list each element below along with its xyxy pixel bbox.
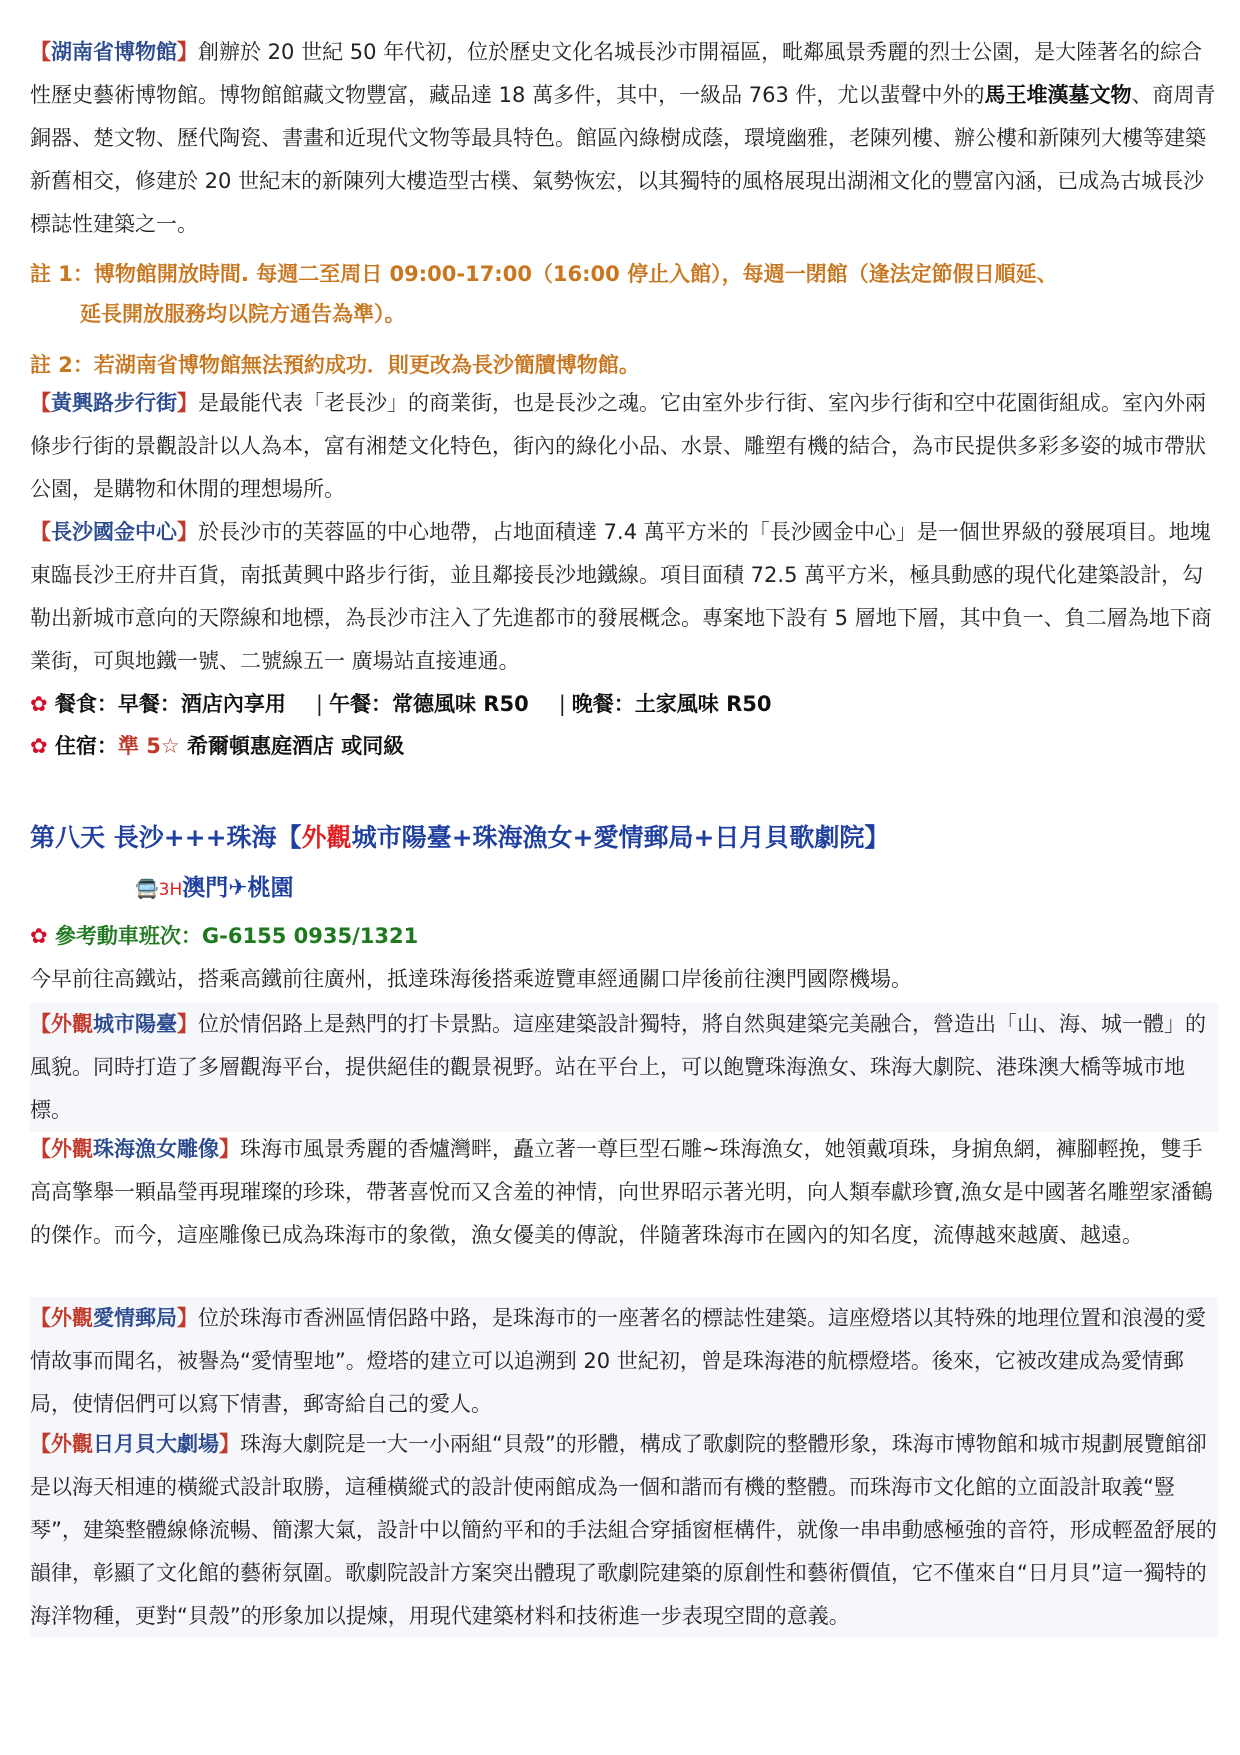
day8-title: 第八天 長沙+++珠海【外觀城市陽臺+珠海漁女+愛情郵局+日月貝歌劇院】 xyxy=(30,823,890,852)
route-text: 澳門✈桃園 xyxy=(182,875,294,901)
note-1: 註 1：博物館開放時間. 每週二至周日 09:00-17:00（16:00 停止入館），每週一閉館（逢法定節假日順延、 xyxy=(30,262,1058,286)
ifc-heading: 【長沙國金中心】 xyxy=(30,520,198,544)
day8-intro: 今早前往高鐵站，搭乘高鐵前往廣州，抵達珠海後搭乘遊覽車經通關口岸後前往澳門國際機場。 xyxy=(30,967,912,991)
note-1-cont: 延長開放服務均以院方通告為準）。 xyxy=(80,302,406,326)
flower-icon: ✿ xyxy=(30,734,48,758)
note-2: 註 2：若湖南省博物館無法預約成功．則更改為長沙簡牘博物館。 xyxy=(30,353,640,377)
balcony-heading: 【外觀城市陽臺】 xyxy=(30,1012,198,1036)
bus-icon: 🚍 xyxy=(135,878,159,900)
museum-paragraph: 【湖南省博物館】創辦於 20 世紀 50 年代初，位於歷史文化名城長沙市開福區，毗鄰風景秀麗的烈士公園，是大陸著名的綜合性歷史藝術博物館。博物館館藏文物豐富，藏品達 18 萬多件，其中，一級品 763 件，尤以蜚聲中外的馬王堆漢墓文物、商周青銅器、楚文物、歷代陶瓷、書畫和近現代文物等最具特色。館區內綠樹成蔭，環境幽雅，老陳列樓、辦公樓和新陳列大樓等建築新舊相交，修建於 20 世紀末的新陳列大樓造型古樸、氣勢恢宏，以其獨特的風格展現出湖湘文化的豐富內涵，已成為古城長沙標誌性建築之一。 xyxy=(30,40,1216,236)
train-reference: ✿ 參考動車班次：G-6155 0935/1321 xyxy=(30,924,419,948)
museum-heading: 【湖南省博物館】 xyxy=(30,40,198,64)
ifc-paragraph: 【長沙國金中心】於長沙市的芙蓉區的中心地帶，占地面積達 7.4 萬平方米的「長沙國金中心」是一個世界級的發展項目。地塊東臨長沙王府井百貨，南抵黃興中路步行街，並且鄰接長沙地鐵線。項目面積 72.5 萬平方米，極具動感的現代化建築設計，勾勒出新城市意向的天際線和地標，為長沙市注入了先進都市的發展概念。專案地下設有 5 層地下層，其中負一、負二層為地下商業街，可與地鐵一號、二號線五一 廣場站直接連通。 xyxy=(30,520,1212,673)
balcony-paragraph: 【外觀城市陽臺】位於情侶路上是熱門的打卡景點。這座建築設計獨特，將自然與建築完美融合，營造出「山、海、城一體」的風貌。同時打造了多層觀海平台，提供絕佳的觀景視野。站在平台上，可以飽覽珠海漁女、珠海大劇院、港珠澳大橋等城市地標。 xyxy=(30,1003,1218,1132)
huangxing-heading: 【黃興路步行街】 xyxy=(30,391,198,415)
theatre-heading: 【外觀日月貝大劇場】 xyxy=(30,1432,240,1456)
huangxing-paragraph: 【黃興路步行街】是最能代表「老長沙」的商業街，也是長沙之魂。它由室外步行街、室內步行街和空中花園街組成。室內外兩條步行街的景觀設計以人為本，富有湘楚文化特色，街內的綠化小品、水景、雕塑有機的結合，為市民提供多彩多姿的城市帶狀公園，是購物和休閒的理想場所。 xyxy=(30,391,1206,501)
theatre-paragraph: 【外觀日月貝大劇場】珠海大劇院是一大一小兩組“貝殼”的形體，構成了歌劇院的整體形象，珠海市博物館和城市規劃展覽館卻是以海天相連的橫縱式設計取勝，這種橫縱式的設計使兩館成為一個和諧而有機的整體。而珠海市文化館的立面設計取義“豎琴”，建築整體線條流暢、簡潔大氣，設計中以簡約平和的手法組合穿插窗框構件，就像一串串動感極強的音符，形成輕盈舒展的韻律，彰顯了文化館的藝術氛圍。歌劇院設計方案突出體現了歌劇院建築的原創性和藝術價值，它不僅來自“日月貝”這一獨特的海洋物種，更對“貝殼”的形象加以提煉，用現代建築材料和技術進一步表現空間的意義。 xyxy=(30,1423,1218,1638)
fisher-heading: 【外觀珠海漁女雕像】 xyxy=(30,1137,240,1161)
museum-highlight: 馬王堆漢墓文物 xyxy=(984,83,1132,107)
meal-dinner: 晚餐：土家風味 R50 xyxy=(571,692,772,716)
postoffice-paragraph: 【外觀愛情郵局】位於珠海市香洲區情侶路中路，是珠海市的一座著名的標誌性建築。這座燈塔以其特殊的地理位置和浪漫的愛情故事而聞名，被譽為“愛情聖地”。燈塔的建立可以追溯到 20 世紀初，曾是珠海港的航標燈塔。後來，它被改建成為愛情郵局，使情侶們可以寫下情書，郵寄給自己的愛人。 xyxy=(30,1297,1218,1426)
flower-icon: ✿ xyxy=(30,924,48,948)
hotel-grade: 準 5☆ xyxy=(117,734,180,758)
hotel-line: ✿ 住宿：準 5☆ 希爾頓惠庭酒店 或同級 xyxy=(30,734,405,758)
postoffice-heading: 【外觀愛情郵局】 xyxy=(30,1306,198,1330)
fisher-paragraph: 【外觀珠海漁女雕像】珠海市風景秀麗的香爐灣畔，矗立著一尊巨型石雕~珠海漁女，她領戴項珠，身掮魚網，褲腳輕挽，雙手高高擎舉一顆晶瑩再現璀璨的珍珠，帶著喜悅而又含羞的神情，向世界昭示著光明，向人類奉獻珍寶,漁女是中國著名雕塑家潘鶴的傑作。而今，這座雕像已成為珠海市的象徵，漁女優美的傳說，伴隨著珠海市在國內的知名度，流傳越來越廣、越遠。 xyxy=(30,1137,1213,1247)
route-hours: 3H xyxy=(158,880,183,900)
day8-route xyxy=(30,870,1240,908)
flower-icon: ✿ xyxy=(30,692,48,716)
meals-line: ✿ 餐食：早餐：酒店內享用 | 午餐：常德風味 R50 | 晚餐：土家風味 R50 xyxy=(30,692,772,716)
hotel-name: 希爾頓惠庭酒店 或同級 xyxy=(186,734,405,758)
meal-lunch: 午餐：常德風味 R50 xyxy=(329,692,529,716)
museum-notes xyxy=(30,254,1218,334)
meal-breakfast: 餐食：早餐：酒店內享用 xyxy=(54,692,286,716)
